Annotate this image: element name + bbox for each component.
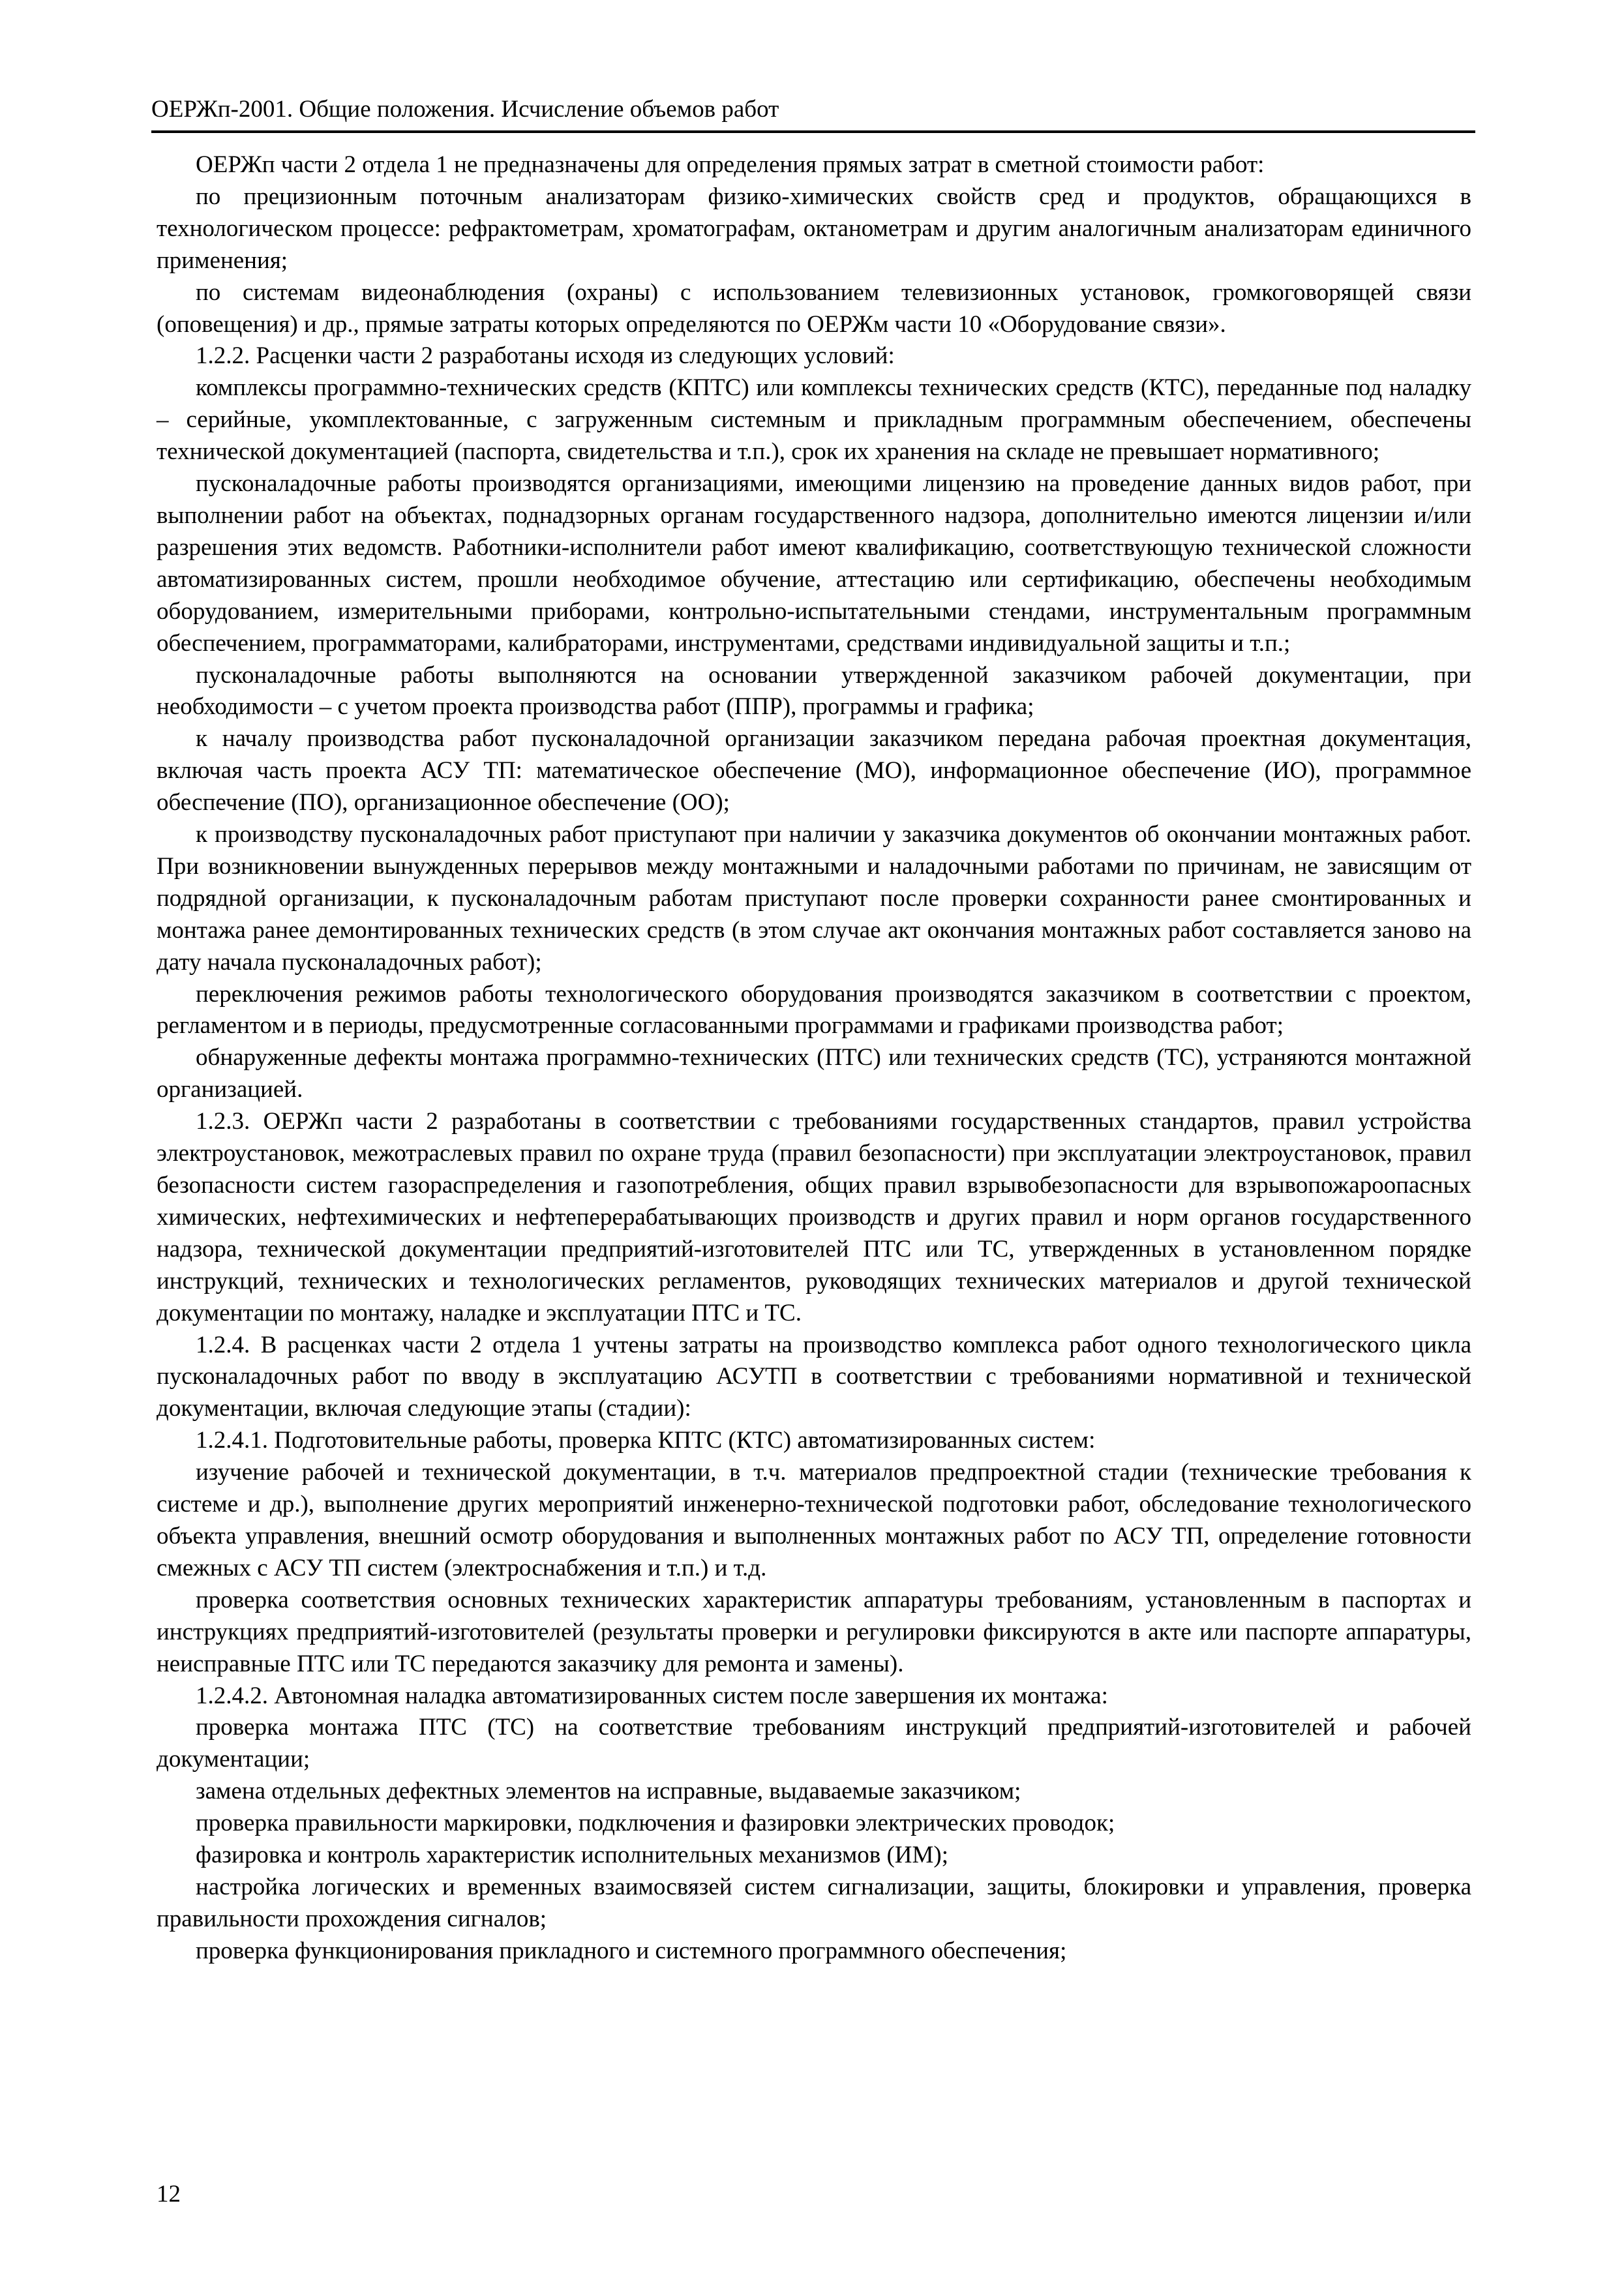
paragraph: проверка правильности маркировки, подключения и фазировки электрических проводок; (196, 1810, 1115, 1837)
paragraph: переключения режимов работы технологического оборудования производятся заказчиком в соответствии с проектом, регламентом и в периоды, предусмотренные согласованными программами и графиками производства работ; (157, 980, 1471, 1040)
paragraph: к началу производства работ пусконаладочной организации заказчиком передана рабочая проектная документация, включая часть проекта АСУ ТП: математическое обеспечение (МО), информационное обеспечение (ИО), программное обеспечение (ПО), организационное обеспечение (ОО); (157, 725, 1471, 816)
paragraph: ОЕРЖп части 2 отдела 1 не предназначены для определения прямых затрат в сметной стоимости работ: (196, 151, 1265, 178)
paragraph: проверка функционирования прикладного и системного программного обеспечения; (196, 1937, 1067, 1964)
paragraph: настройка логических и временных взаимосвязей систем сигнализации, защиты, блокировки и управления, проверка правильности прохождения сигналов; (157, 1873, 1471, 1932)
paragraph: замена отдельных дефектных элементов на исправные, выдаваемые заказчиком; (196, 1778, 1021, 1805)
paragraph: к производству пусконаладочных работ приступают при наличии у заказчика документов об окончании монтажных работ. При возникновении вынужденных перерывов между монтажными и наладочными работами по причинам, не зависящим от подрядной организации, к пусконаладочным работам приступают после проверки сохранности ранее смонтированных и монтажа ранее демонтированных технических средств (в этом случае акт окончания монтажных работ составляется заново на дату начала пусконаладочных работ); (157, 821, 1471, 976)
paragraph: 1.2.4. В расценках части 2 отдела 1 учтены затраты на производство комплекса работ одного технологического цикла пусконаладочных работ по вводу в эксплуатацию АСУТП в соответствии с требованиями нормативной и технической документации, включая следующие этапы (стадии): (157, 1331, 1471, 1422)
paragraph: 1.2.3. ОЕРЖп части 2 разработаны в соответствии с требованиями государственных стандартов, правил устройства электроустановок, межотраслевых правил по охране труда (правил безопасности) при эксплуатации электроустановок, правил безопасности систем газораспределения и газопотребления, общих правил взрывобезопасности для взрывопожароопасных химических, нефтехимических и нефтеперерабатывающих производств и других правил и норм органов государственного надзора, технической документации предприятий-изготовителей ПТС или ТС, утвержденных в установленном порядке инструкций, технических и технологических регламентов, руководящих технических материалов и другой технической документации по монтажу, наладке и эксплуатации ПТС и ТС. (157, 1108, 1471, 1326)
page-number: 12 (157, 2181, 181, 2207)
paragraph: пусконаладочные работы выполняются на основании утвержденной заказчиком рабочей документации, при необходимости – с учетом проекта производства работ (ППР), программы и графика; (157, 661, 1471, 721)
paragraph: 1.2.4.1. Подготовительные работы, проверка КПТС (КТС) автоматизированных систем: (196, 1427, 1096, 1454)
body-text (157, 149, 1471, 1967)
paragraph: проверка соответствия основных технических характеристик аппаратуры требованиям, установленным в паспортах и инструкциях предприятий-изготовителей (результаты проверки и регулировки фиксируются в акте или паспорте аппаратуры, неисправные ПТС или ТС передаются заказчику для ремонта и замены). (157, 1586, 1471, 1677)
paragraph: 1.2.2. Расценки части 2 разработаны исходя из следующих условий: (196, 342, 895, 370)
paragraph: проверка монтажа ПТС (ТС) на соответствие требованиям инструкций предприятий-изготовителей и рабочей документации; (157, 1714, 1471, 1773)
paragraph: 1.2.4.2. Автономная наладка автоматизированных систем после завершения их монтажа: (196, 1682, 1108, 1709)
running-header: ОЕРЖп-2001. Общие положения. Исчисление объемов работ (151, 93, 1475, 133)
paragraph: изучение рабочей и технической документации, в т.ч. материалов предпроектной стадии (технические требования к системе и др.), выполнение других мероприятий инженерно-технической подготовки работ, обследование технологического объекта управления, внешний осмотр оборудования и выполненных монтажных работ по АСУ ТП, определение готовности смежных с АСУ ТП систем (электроснабжения и т.п.) и т.д. (157, 1459, 1471, 1581)
paragraph: фазировка и контроль характеристик исполнительных механизмов (ИМ); (196, 1842, 948, 1869)
paragraph: пусконаладочные работы производятся организациями, имеющими лицензию на проведение данных видов работ, при выполнении работ на объектах, поднадзорных органам государственного надзора, дополнительно имеются лицензии и/или разрешения этих ведомств. Работники-исполнители работ имеют квалификацию, соответствующую технической сложности автоматизированных систем, прошли необходимое обучение, аттестацию или сертификацию, обеспечены необходимым оборудованием, измерительными приборами, контрольно-испытательными стендами, инструментальным программным обеспечением, программаторами, калибраторами, инструментами, средствами индивидуальной защиты и т.п.; (157, 470, 1471, 657)
paragraph: комплексы программно-технических средств (КПТС) или комплексы технических средств (КТС), переданные под наладку – серийные, укомплектованные, с загруженным системным и прикладным программным обеспечением, обеспечены технической документацией (паспорта, свидетельства и т.п.), срок их хранения на складе не превышает нормативного; (157, 374, 1471, 466)
paragraph: обнаруженные дефекты монтажа программно-технических (ПТС) или технических средств (ТС), устраняются монтажной организацией. (157, 1044, 1471, 1103)
paragraph: по системам видеонаблюдения (охраны) с использованием телевизионных установок, громкоговорящей связи (оповещения) и др., прямые затраты которых определяются по ОЕРЖм части 10 «Оборудование связи». (157, 278, 1471, 338)
paragraph: по прецизионным поточным анализаторам физико-химических свойств сред и продуктов, обращающихся в технологическом процессе: рефрактометрам, хроматографам, октанометрам и другим аналогичным анализаторам единичного применения; (157, 183, 1471, 274)
